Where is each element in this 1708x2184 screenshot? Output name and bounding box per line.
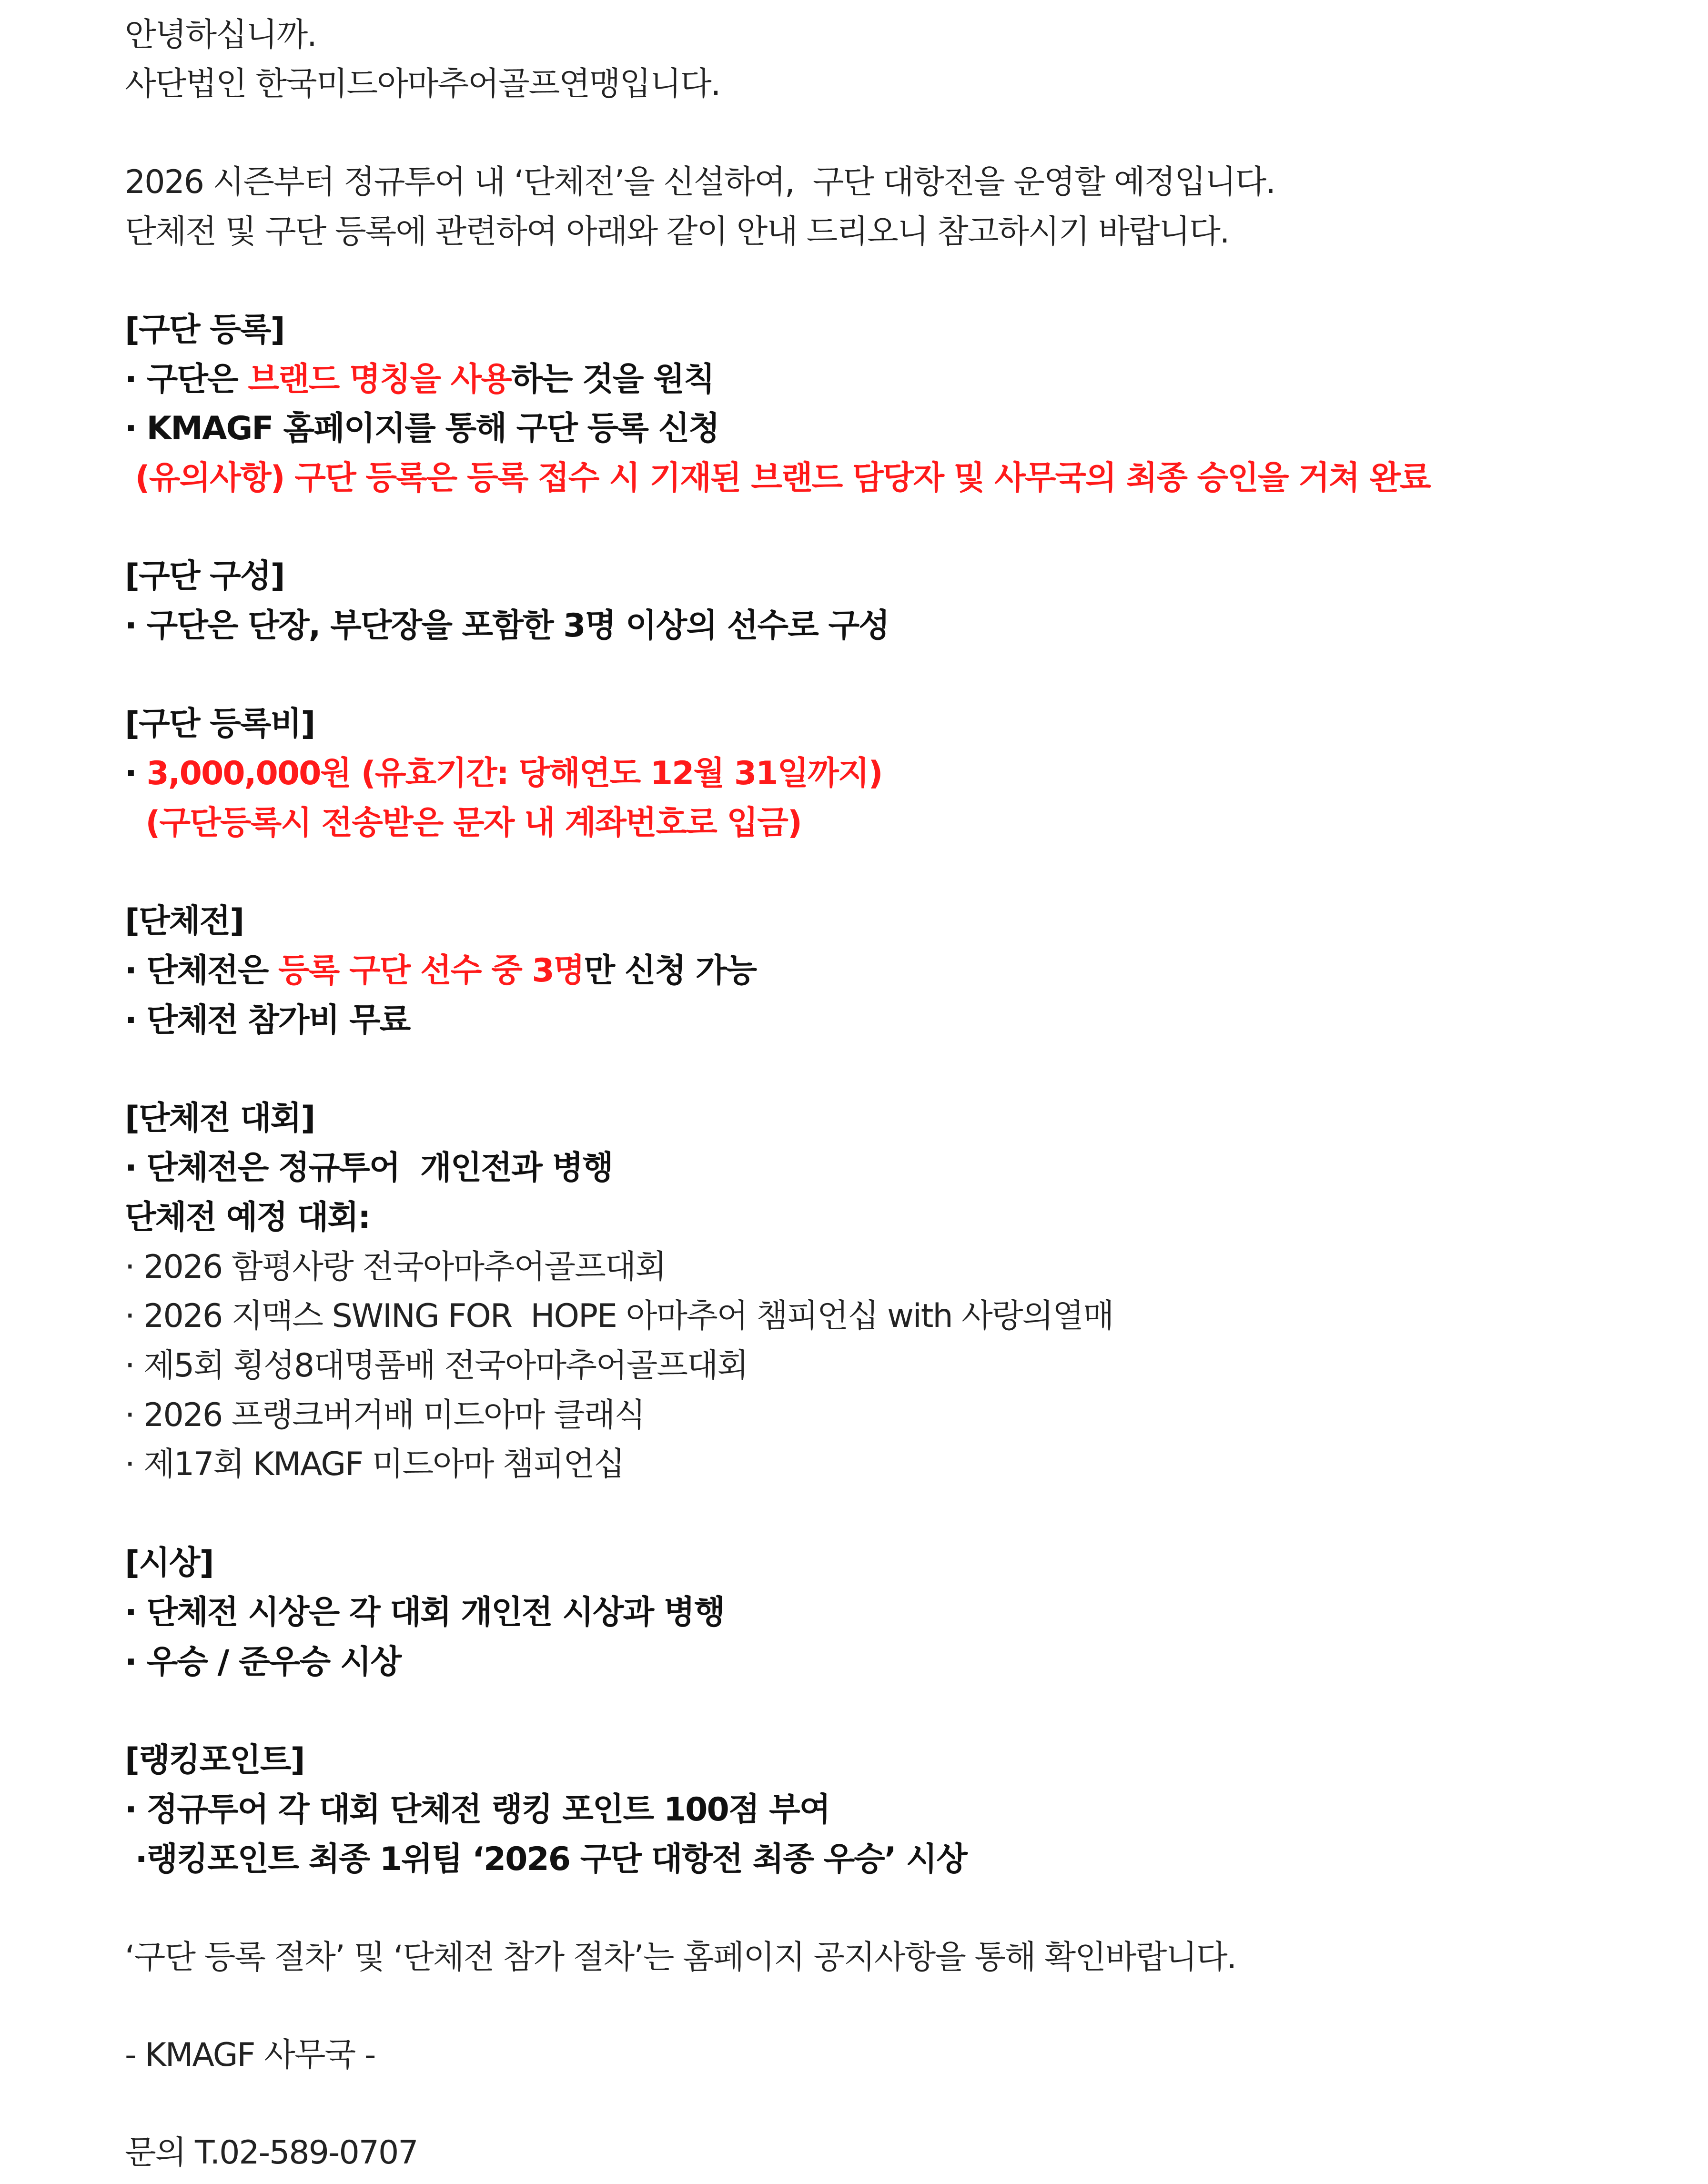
highlighted-text: 3,000,000원 (유효기간: 당해연도 12월 31일까지) <box>146 755 882 792</box>
text-segment: · 2026 함평사랑 전국아마추어골프대회 <box>125 1248 666 1286</box>
highlighted-text: 브랜드 명칭을 사용 <box>248 361 512 398</box>
section-heading <box>125 1544 213 1582</box>
notice-line <box>125 410 719 447</box>
notice-line <box>125 1840 967 1878</box>
notice-line <box>125 1347 748 1385</box>
highlighted-text: (유의사항) 구단 등록은 등록 접수 시 기재된 브랜드 담당자 및 사무국의 최종 승인을 거쳐 완료 <box>125 459 1430 497</box>
notice-line <box>125 755 882 792</box>
text-segment: ‘구단 등록 절차’ 및 ‘단체전 참가 절차’는 홈페이지 공지사항을 통해 확인바랍니다. <box>125 1939 1236 1976</box>
notice-line <box>125 1594 725 1631</box>
text-segment: · 정규투어 각 대회 단체전 랭킹 포인트 100점 부여 <box>125 1791 830 1829</box>
notice-line <box>125 2134 418 2172</box>
section-heading <box>125 705 315 743</box>
text-segment: · 제5회 횡성8대명품배 전국아마추어골프대회 <box>125 1347 748 1385</box>
text-segment: 문의 T.02-589-0707 <box>125 2134 418 2172</box>
notice-line <box>125 1396 645 1434</box>
notice-line <box>125 1448 624 1481</box>
notice-line <box>125 2036 375 2074</box>
notice-line <box>125 952 757 990</box>
notice-line <box>125 65 720 103</box>
text-segment: [단체전 대회] <box>125 1100 315 1137</box>
text-segment: - KMAGF 사무국 - <box>125 2036 375 2074</box>
text-segment: ·랭킹포인트 최종 1위팀 ‘2026 구단 대항전 최종 우승’ 시상 <box>125 1840 967 1878</box>
text-segment: [랭킹포인트] <box>125 1741 304 1779</box>
text-segment: · 2026 지맥스 SWING FOR HOPE 아마추어 챔피언십 with 사랑의열매 <box>125 1297 1113 1335</box>
notice-line <box>125 607 889 645</box>
text-segment: · KMAGF 홈페이지를 통해 구단 등록 신청 <box>125 410 719 447</box>
section-heading <box>125 311 284 349</box>
text-segment: 2026 시즌부터 정규투어 내 ‘단체전’을 신설하여, 구단 대항전을 운영할 예정입니다. <box>125 163 1275 201</box>
text-segment: 사단법인 한국미드아마추어골프연맹입니다. <box>125 65 720 103</box>
notice-line <box>125 1149 613 1187</box>
notice-line <box>125 361 714 398</box>
text-segment: [구단 등록] <box>125 311 284 349</box>
notice-line <box>125 16 316 54</box>
text-segment: 안녕하십니까. <box>125 16 316 54</box>
text-segment: · 우승 / 준우승 시상 <box>125 1643 401 1681</box>
text-segment: · 단체전은 <box>125 952 278 990</box>
notice-line <box>125 1297 1113 1335</box>
notice-line <box>125 1941 1236 1974</box>
text-segment: [시상] <box>125 1544 213 1582</box>
text-segment: [구단 구성] <box>125 557 284 595</box>
section-heading <box>125 1741 304 1779</box>
text-segment: · 단체전 참가비 무료 <box>125 1001 410 1039</box>
text-segment: · 제17회 KMAGF 미드아마 챔피언십 <box>125 1446 624 1483</box>
text-segment: · 구단은 <box>125 361 248 398</box>
text-segment: 하는 것을 원칙 <box>511 361 714 398</box>
notice-line <box>125 163 1275 201</box>
notice-line <box>125 1643 401 1681</box>
section-heading <box>125 1102 314 1135</box>
text-segment: 만 신청 가능 <box>584 952 757 990</box>
notice-line <box>125 1199 370 1236</box>
text-segment: 단체전 및 구단 등록에 관련하여 아래와 같이 안내 드리오니 참고하시기 바랍니다. <box>125 213 1229 251</box>
text-segment: [단체전] <box>125 902 244 940</box>
text-segment: · 구단은 단장, 부단장을 포함한 3명 이상의 선수로 구성 <box>125 607 889 645</box>
highlighted-text: (구단등록시 전송받은 문자 내 계좌번호로 입금) <box>125 804 801 842</box>
highlighted-text: 등록 구단 선수 중 3명 <box>278 952 584 990</box>
text-segment: · 단체전 시상은 각 대회 개인전 시상과 병행 <box>125 1594 725 1631</box>
notice-line <box>125 1248 666 1286</box>
notice-line <box>125 459 1430 497</box>
notice-line <box>125 1001 410 1039</box>
text-segment: [구단 등록비] <box>125 705 315 743</box>
text-segment: · 단체전은 정규투어 개인전과 병행 <box>125 1149 613 1187</box>
text-segment: 단체전 예정 대회: <box>125 1199 370 1236</box>
text-segment: · <box>125 755 147 792</box>
section-heading <box>125 557 284 595</box>
text-segment: · 2026 프랭크버거배 미드아마 클래식 <box>125 1396 645 1434</box>
notice-line <box>125 804 801 842</box>
notice-line <box>125 213 1229 251</box>
section-heading <box>125 902 244 940</box>
notice-line <box>125 1791 830 1829</box>
